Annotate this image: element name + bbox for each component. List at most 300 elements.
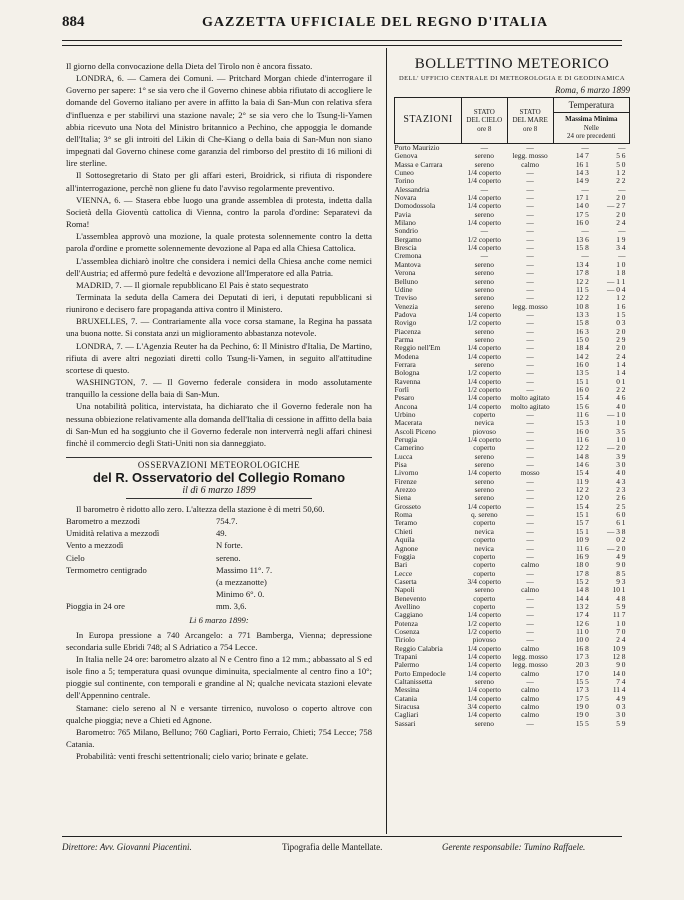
observatory-readings: [66, 503, 372, 762]
sea-state: —: [526, 176, 534, 186]
station-row: [395, 252, 630, 260]
sky-state: 1/2 coperto: [467, 234, 501, 244]
sea-state: —: [526, 410, 534, 419]
sky-state: 1/2 coperto: [467, 318, 501, 328]
station-name: Macerata: [394, 418, 422, 428]
temp-max: 20 3: [575, 660, 589, 670]
station-name: Arezzo: [394, 485, 416, 495]
newspaper-title: GAZZETTA UFFICIALE DEL REGNO D'ITALIA: [202, 15, 549, 30]
news-paragraph: Terminata la seduta della Camera dei Deputati di ieri, i deputati repubblicani si riunirono e decisero fare propaganda attiva contro il Ministero.: [66, 291, 372, 315]
station-row: [395, 628, 630, 636]
station-row: [395, 528, 630, 536]
sea-state: —: [526, 418, 534, 428]
station-name: Lucca: [394, 451, 413, 461]
sky-state: 1/2 coperto: [467, 368, 501, 378]
temp-max: 15 7: [575, 518, 589, 528]
temp-max: 12 2: [575, 276, 589, 286]
obs-row: [66, 552, 372, 564]
sea-state: —: [526, 226, 534, 236]
sky-state: 1/4 coperto: [467, 201, 501, 211]
station-row: [395, 469, 630, 477]
footer-manager: Gerente responsabile: Tumino Raffaele.: [442, 842, 586, 852]
sea-state: —: [526, 568, 534, 578]
station-name: Agnone: [394, 543, 418, 553]
temp-min: 9 0: [616, 660, 626, 670]
sea-state: —: [526, 168, 534, 178]
sky-state: 1/4 coperto: [467, 468, 501, 478]
temp-max: 15 1: [575, 510, 589, 520]
station-name: Treviso: [394, 293, 417, 303]
temp-max: 15 1: [575, 376, 589, 386]
sky-state: 1/4 coperto: [467, 193, 501, 203]
temp-max: 13 3: [575, 309, 589, 319]
temp-max: 16 1: [575, 159, 589, 169]
station-row: [395, 211, 630, 219]
sky-state: piovoso: [472, 635, 496, 645]
th-stazioni: STAZIONI: [395, 98, 462, 144]
temp-max: 13 4: [575, 259, 589, 269]
station-name: Firenze: [394, 476, 417, 486]
sea-state: —: [526, 318, 534, 328]
station-name: Palermo: [394, 660, 420, 670]
sky-state: sereno: [474, 476, 494, 486]
temp-max: 10 8: [575, 301, 589, 311]
sea-state: —: [526, 201, 534, 211]
obs-row-value: 49.: [216, 528, 227, 539]
station-name: Milano: [394, 218, 416, 228]
obs-row: [66, 527, 372, 539]
temp-max: 16 8: [575, 643, 589, 653]
temp-max: 15 1: [575, 526, 589, 536]
temp-max: 19 0: [575, 702, 589, 712]
temp-min: — 0 4: [607, 284, 626, 294]
station-row: [395, 444, 630, 452]
sky-state: 1/4 coperto: [467, 610, 501, 620]
temp-max: 13 5: [575, 368, 589, 378]
sky-state: 1/4 coperto: [467, 243, 501, 253]
sky-state: sereno: [474, 284, 494, 294]
station-name: Benevento: [394, 593, 427, 603]
station-name: Porto Maurizio: [394, 143, 440, 152]
temp-min: 2 4: [616, 351, 626, 361]
sky-state: 1/2 coperto: [467, 384, 501, 394]
station-row: [395, 611, 630, 619]
temp-max: 15 0: [575, 334, 589, 344]
sea-state: —: [526, 326, 534, 336]
temp-max: 16 3: [575, 326, 589, 336]
temp-max: 17 1: [575, 193, 589, 203]
station-row: [395, 478, 630, 486]
header-rule-2: [62, 45, 622, 46]
station-row: [395, 436, 630, 444]
sky-state: coperto: [473, 601, 496, 611]
sky-state: 3/4 coperto: [467, 576, 501, 586]
sea-state: —: [526, 376, 534, 386]
temp-min: 9 0: [616, 560, 626, 570]
temp-min: 1 6: [616, 301, 626, 311]
temp-min: —: [618, 184, 626, 194]
temp-min: 2 2: [616, 384, 626, 394]
sky-state: sereno: [474, 209, 494, 219]
observatory-date: il dì 6 marzo 1899: [126, 485, 312, 499]
station-name: Ferrara: [394, 359, 416, 369]
sky-state: 1/4 coperto: [467, 309, 501, 319]
news-paragraph: WASHINGTON, 7. — Il Governo federale considera in modo assolutamente tranquillo la cessione della baia di San-Mun.: [66, 377, 372, 400]
temp-max: 14 8: [575, 451, 589, 461]
station-row: [395, 553, 630, 561]
station-row: [395, 461, 630, 469]
temp-min: 2 5: [616, 501, 626, 511]
temp-min: 3 0: [616, 710, 626, 720]
sky-state: sereno: [474, 359, 494, 369]
temp-max: 15 5: [575, 677, 589, 686]
temp-min: 1 0: [616, 435, 626, 445]
sea-state: —: [526, 451, 534, 461]
temp-max: 12 2: [575, 443, 589, 453]
th-maxmin: Massima Minima Nelle 24 ore precedenti: [553, 113, 629, 144]
temp-max: 15 8: [575, 318, 589, 328]
sea-state: —: [526, 359, 534, 369]
sea-state: calmo: [521, 693, 540, 703]
temp-min: 10 9: [612, 643, 626, 653]
sea-state: —: [526, 209, 534, 219]
station-name: Cremona: [394, 251, 422, 261]
temp-min: 4 6: [616, 393, 626, 403]
temp-min: 4 8: [616, 593, 626, 603]
temp-max: 16 0: [575, 359, 589, 369]
station-name: Rovigo: [394, 318, 417, 328]
station-row: [395, 453, 630, 461]
station-name: Novara: [394, 193, 417, 203]
temp-min: 6 1: [616, 518, 626, 528]
station-row: [395, 169, 630, 177]
station-name: Potenza: [394, 618, 418, 628]
temp-max: 12 6: [575, 618, 589, 628]
station-row: [395, 227, 630, 235]
temp-min: 3 5: [616, 426, 626, 436]
sky-state: coperto: [473, 551, 496, 561]
obs-paragraphs: [66, 629, 372, 763]
temp-max: 14 6: [575, 460, 589, 470]
station-row: [395, 202, 630, 210]
thermo-max: Massimo 11°. 7.: [216, 564, 273, 575]
temp-max: 19 0: [575, 710, 589, 720]
temp-min: 0 3: [616, 702, 626, 712]
station-name: Alessandria: [394, 184, 430, 194]
station-name: Verona: [394, 268, 416, 278]
station-name: Teramo: [394, 518, 417, 528]
station-name: Massa e Carrara: [394, 159, 443, 169]
sky-state: sereno: [474, 585, 494, 595]
temp-max: 16 9: [575, 551, 589, 561]
sea-state: —: [526, 368, 534, 378]
sea-state: —: [526, 485, 534, 495]
sea-state: calmo: [521, 668, 540, 678]
station-row: [395, 403, 630, 411]
temp-min: 5 0: [616, 159, 626, 169]
station-row: [395, 344, 630, 352]
header-rule: [62, 40, 622, 41]
sea-state: —: [526, 626, 534, 636]
left-column: [66, 60, 372, 762]
sea-state: —: [526, 526, 534, 536]
rain-value: mm. 3,6.: [216, 601, 247, 612]
news-paragraph: BRUXELLES, 7. — Contrariamente alla voce corsa stamane, la Regina ha passata una buona notte. Si constata anzi un miglioramento abbastanza notevole.: [66, 316, 372, 339]
station-row: [395, 686, 630, 694]
station-name: Ancona: [394, 401, 418, 411]
station-name: Tiriolo: [394, 635, 415, 645]
sea-state: —: [526, 618, 534, 628]
sky-state: 1/4 coperto: [467, 393, 501, 403]
sea-state: —: [526, 343, 534, 353]
station-name: Piacenza: [394, 326, 421, 336]
temp-max: 14 3: [575, 168, 589, 178]
obs-paragraph: Barometro: 765 Milano, Belluno; 760 Cagliari, Porto Ferraio, Chieti; 754 Lecce; 758 Catania.: [66, 726, 372, 749]
temp-max: 11 5: [576, 284, 589, 294]
temp-min: 1 9: [616, 234, 626, 244]
temp-min: — 2 7: [607, 201, 626, 211]
sky-state: coperto: [473, 518, 496, 528]
th-stato-mare: STATO DEL MARE ore 8: [507, 98, 553, 144]
observatory-heading: OSSERVAZIONI METEOROLOGICHE: [137, 460, 301, 470]
temp-min: 12 8: [612, 651, 626, 661]
station-row: [395, 411, 630, 419]
temp-max: 15 6: [575, 401, 589, 411]
temp-min: 4 3: [616, 476, 626, 486]
sea-state: legg. mosso: [512, 151, 548, 161]
station-row: [395, 720, 630, 728]
temp-max: 15 4: [575, 468, 589, 478]
station-name: Modena: [394, 351, 419, 361]
station-name: Caserta: [394, 576, 417, 586]
temp-min: 1 4: [616, 359, 626, 369]
sky-state: 1/4 coperto: [467, 643, 501, 653]
temp-max: 16 0: [575, 218, 589, 228]
sea-state: legg. mosso: [512, 660, 548, 670]
station-row: [395, 703, 630, 711]
station-name: Brescia: [394, 243, 417, 253]
station-row: [395, 603, 630, 611]
sky-state: —: [480, 251, 488, 261]
station-name: Aquila: [394, 535, 415, 545]
sea-state: —: [526, 460, 534, 470]
temp-min: 4 9: [616, 693, 626, 703]
temp-min: 5 6: [616, 151, 626, 161]
station-row: [395, 219, 630, 227]
temp-max: 17 5: [575, 209, 589, 219]
station-name: Siena: [394, 493, 411, 503]
sea-state: mosso: [520, 468, 540, 478]
temp-max: —: [581, 226, 589, 236]
station-row: [395, 378, 630, 386]
station-row: [395, 678, 630, 686]
temp-min: 5 9: [616, 718, 626, 728]
sky-state: 1/4 coperto: [467, 218, 501, 228]
temp-max: 12 2: [575, 293, 589, 303]
station-name: Cuneo: [394, 168, 414, 178]
sky-state: nevica: [474, 418, 494, 428]
observatory-section: [66, 457, 372, 499]
station-row: [395, 494, 630, 502]
sea-state: calmo: [521, 585, 540, 595]
station-row: [395, 428, 630, 436]
sky-state: 1/4 coperto: [467, 685, 501, 695]
station-row: [395, 586, 630, 594]
sea-state: —: [526, 493, 534, 503]
sea-state: —: [526, 143, 534, 152]
th-stato-cielo: STATO DEL CIELO ore 8: [462, 98, 508, 144]
station-row: [395, 519, 630, 527]
obs-date2: Li 6 marzo 1899:: [189, 615, 249, 626]
station-row: [395, 511, 630, 519]
station-row: [395, 244, 630, 252]
sky-state: sereno: [474, 451, 494, 461]
obs-row-label: Cielo: [66, 552, 85, 563]
sky-state: coperto: [473, 568, 496, 578]
sea-state: legg. mosso: [512, 651, 548, 661]
sea-state: —: [526, 284, 534, 294]
sky-state: 1/2 coperto: [467, 626, 501, 636]
temp-max: —: [581, 184, 589, 194]
sky-state: 1/4 coperto: [467, 693, 501, 703]
thermo-min: Minimo 6°. 0.: [216, 589, 265, 600]
temp-min: 10 1: [612, 585, 626, 595]
sea-state: —: [526, 543, 534, 553]
station-row: [395, 269, 630, 277]
sky-state: 1/4 coperto: [467, 710, 501, 720]
temp-max: 12 2: [575, 485, 589, 495]
sky-state: coperto: [473, 560, 496, 570]
station-row: [395, 578, 630, 586]
obs-paragraph: Probabilità: venti freschi settentrionali; cielo vario; brinate e gelate.: [76, 751, 309, 762]
sea-state: legg. mosso: [512, 301, 548, 311]
sea-state: —: [526, 443, 534, 453]
temp-min: 7 4: [616, 677, 626, 686]
footer-printer: Tipografia delle Mantellate.: [282, 842, 383, 852]
obs-intro: Il barometro è ridotto allo zero. L'altezza della stazione è di metri: [76, 504, 301, 514]
temp-min: — 1 1: [607, 276, 626, 286]
station-row: [395, 261, 630, 269]
obs-row: [66, 515, 372, 527]
temp-min: — 3 8: [607, 526, 626, 536]
obs-altitude: 50,60.: [303, 504, 325, 514]
sea-state: —: [526, 184, 534, 194]
footer-director: Direttore: Avv. Giovanni Piacentini.: [62, 842, 192, 852]
temp-min: 0 1: [616, 376, 626, 386]
station-name: Chieti: [394, 526, 413, 536]
station-name: Torino: [394, 176, 415, 186]
station-row: [395, 319, 630, 327]
temp-min: — 2 0: [607, 443, 626, 453]
sky-state: 3/4 coperto: [467, 702, 501, 712]
sky-state: sereno: [474, 159, 494, 169]
station-name: Trapani: [394, 651, 418, 661]
temp-max: 17 3: [575, 651, 589, 661]
footer-rule: [62, 836, 622, 837]
station-row: [395, 561, 630, 569]
sky-state: 1/4 coperto: [467, 351, 501, 361]
sky-state: sereno: [474, 293, 494, 303]
sea-state: —: [526, 551, 534, 561]
sea-state: —: [526, 601, 534, 611]
news-paragraph: L'assemblea dichiarò inoltre che considera i nemici della Chiesa anche come nemici dell'Austria; ed affermò pure fedeltà e devozione all'Imperatore ed alla Patria.: [66, 255, 372, 278]
temp-min: 2 9: [616, 334, 626, 344]
obs-row-value: sereno.: [216, 552, 241, 563]
news-paragraph: LONDRA, 7. — L'Agenzia Reuter ha da Pechino, 6: Il Ministro d'Italia, De Martino, rifiuta di avere altri negoziati diretti collo Tsung-li-Yamen, in seguito all'attitudine scortese di questo.: [66, 340, 372, 375]
obs-row: [66, 539, 372, 551]
page-number: 884: [62, 14, 85, 30]
temp-max: 17 4: [575, 610, 589, 620]
station-name: Bergamo: [394, 234, 422, 244]
obs-paragraph: In Europa pressione a 740 Arcangelo: a 771 Bamberga, Vienna; depressione secondaria sulle Ebridi 748; al S Adriatico a 754 Lecce.: [66, 629, 372, 652]
sky-state: sereno: [474, 677, 494, 686]
temp-max: 14 9: [575, 176, 589, 186]
bulletin: [394, 56, 630, 728]
station-name: Livorno: [394, 468, 419, 478]
station-row: [395, 311, 630, 319]
sky-state: 1/4 coperto: [467, 176, 501, 186]
news-paragraph: Una notabilità politica, intervistata, ha dichiarato che il Governo federale non ha nessuna obbiezione relativamente alla domanda dell'Italia di cessione in affitto della baia di San-Mun ed ha soggiunto che il Governo federale non interverrà negli affari chinesi finchè il commercio degli Stati-Uniti non sia danneggiato.: [66, 401, 372, 448]
sea-state: —: [526, 435, 534, 445]
temp-min: 3 9: [616, 451, 626, 461]
sea-state: —: [526, 476, 534, 486]
station-row: [395, 286, 630, 294]
temp-min: 9 3: [616, 576, 626, 586]
station-row: [395, 595, 630, 603]
station-name: Messina: [394, 685, 420, 695]
obs-row-value: 754.7.: [216, 516, 238, 527]
sea-state: —: [526, 501, 534, 511]
station-name: Reggio nell'Em: [394, 343, 441, 353]
station-row: [395, 503, 630, 511]
temp-min: 5 9: [616, 601, 626, 611]
temp-min: 7 0: [616, 626, 626, 636]
sky-state: —: [480, 184, 488, 194]
station-name: Padova: [394, 309, 417, 319]
station-row: [395, 695, 630, 703]
obs-thermo: [66, 564, 372, 600]
station-name: Venezia: [394, 301, 418, 311]
sea-state: —: [526, 293, 534, 303]
sky-state: sereno: [474, 259, 494, 269]
temp-max: 15 4: [575, 501, 589, 511]
temp-min: 2 4: [616, 218, 626, 228]
station-name: Caltanissetta: [394, 677, 433, 686]
temp-max: 10 9: [575, 535, 589, 545]
news-paragraph: L'assemblea approvò una mozione, la quale protesta solennemente contro la detta parola d'ordine e promette solennemente devozione al Papa ed alla Chiesa Cattolica.: [66, 231, 372, 254]
temp-min: 1 0: [616, 418, 626, 428]
bulletin-rows: [395, 144, 630, 729]
sky-state: sereno: [474, 718, 494, 728]
temp-max: 17 8: [575, 568, 589, 578]
temp-max: 14 2: [575, 351, 589, 361]
news-paragraph: Il giorno della convocazione della Dieta del Tirolo non è ancora fissato.: [66, 61, 313, 71]
station-name: Catania: [394, 693, 418, 703]
sky-state: —: [480, 143, 488, 152]
sea-state: —: [526, 251, 534, 261]
sea-state: —: [526, 426, 534, 436]
sea-state: —: [526, 610, 534, 620]
sky-state: coperto: [473, 443, 496, 453]
temp-min: 2 0: [616, 343, 626, 353]
sky-state: sereno: [474, 334, 494, 344]
sea-state: —: [526, 268, 534, 278]
sky-state: coperto: [473, 535, 496, 545]
sky-state: 1/4 coperto: [467, 343, 501, 353]
station-name: Parma: [394, 334, 414, 344]
sky-state: —: [480, 226, 488, 236]
sea-state: —: [526, 351, 534, 361]
